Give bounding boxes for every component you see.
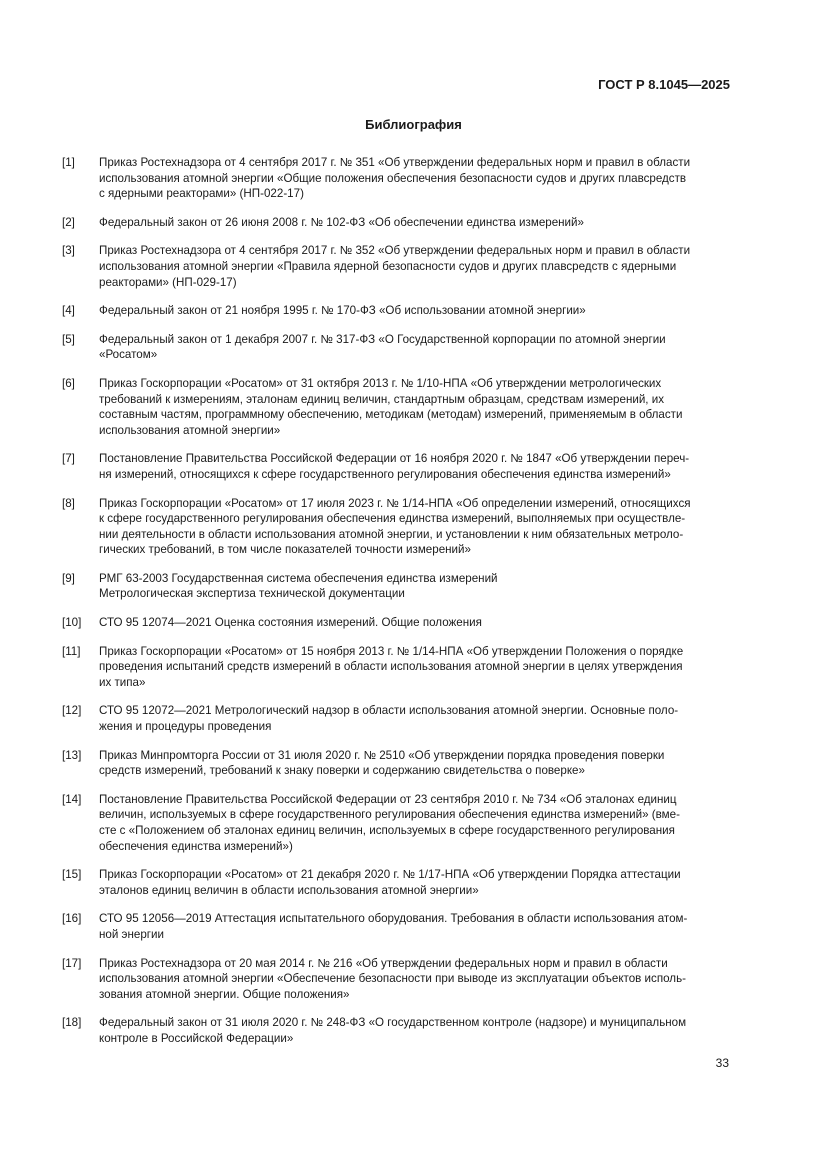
entry-text-line: их типа» — [99, 675, 146, 689]
entry-text-line: использования атомной энергии «Общие положения обеспечения безопасности судов и других плавсредств — [99, 171, 687, 185]
entry-number: [8] — [62, 496, 75, 510]
entry-number: [9] — [62, 571, 75, 585]
entry-text — [99, 792, 730, 854]
entry-text-line: Приказ Госкорпорации «Росатом» от 31 октября 2013 г. № 1/10-НПА «Об утверждении метрологических — [99, 376, 662, 390]
entry-number: [17] — [62, 956, 82, 970]
entry-text-line: ня измерений, относящихся к сфере государственного регулирования обеспечения единства измерений» — [99, 467, 671, 481]
entry-text-line: использования атомной энергии «Правила ядерной безопасности судов и других плавсредств с ядерными — [99, 259, 677, 273]
entry-text-line: использования атомной энергии» — [99, 423, 281, 437]
bibliography-entry — [62, 332, 730, 363]
entry-text-line: реакторами» (НП-029-17) — [99, 275, 237, 289]
entry-text — [99, 215, 730, 231]
bibliography-entry — [62, 644, 730, 691]
entry-text-line: эталонов единиц величин в области использования атомной энергии» — [99, 883, 479, 897]
entry-text-line: Приказ Госкорпорации «Росатом» от 21 декабря 2020 г. № 1/17-НПА «Об утверждении Порядка аттестации — [99, 868, 681, 882]
entry-text-line: требований к измерениям, эталонам единиц величин, стандартным образцам, средствам измерений, их — [99, 392, 665, 406]
entry-number: [3] — [62, 244, 75, 258]
entry-text-line: гических требований, в том числе показателей точности измерений» — [99, 543, 471, 557]
entry-text-line: Приказ Ростехнадзора от 4 сентября 2017 г. № 351 «Об утверждении федеральных норм и правил в области — [99, 156, 691, 169]
entry-text-line: Федеральный закон от 1 декабря 2007 г. № 317-ФЗ «О Государственной корпорации по атомной энергии — [99, 332, 666, 346]
bibliography-entry — [62, 303, 730, 319]
entry-text-line: Приказ Минпромторга России от 31 июля 2020 г. № 2510 «Об утверждении порядка проведения поверки — [99, 748, 665, 762]
bibliography-entry — [62, 867, 730, 898]
entry-text-line: зования атомной энергии. Общие положения» — [99, 987, 350, 1001]
bibliography-entry — [62, 911, 730, 942]
standard-id-header: ГОСТ Р 8.1045—2025 — [598, 77, 730, 92]
entry-text-line: Федеральный закон от 26 июня 2008 г. № 102-ФЗ «Об обеспечении единства измерений» — [99, 215, 584, 229]
entry-text — [99, 615, 730, 631]
entry-text — [99, 243, 730, 290]
entry-number: [12] — [62, 704, 82, 718]
entry-text-line: Приказ Ростехнадзора от 4 сентября 2017 г. № 352 «Об утверждении федеральных норм и правил в области — [99, 244, 691, 258]
entry-text — [99, 571, 730, 602]
bibliography-entry — [62, 451, 730, 482]
entry-text — [99, 748, 730, 779]
entry-text-line: жения и процедуры проведения — [99, 720, 272, 734]
entry-text — [99, 911, 730, 942]
entry-text-line: ной энергии — [99, 927, 164, 941]
entry-number: [16] — [62, 912, 82, 926]
page-number: 33 — [715, 1056, 729, 1070]
entry-number: [18] — [62, 1016, 82, 1030]
entry-text — [99, 956, 730, 1003]
entry-text — [99, 703, 730, 734]
entry-number: [1] — [62, 156, 75, 169]
bibliography-entry — [62, 571, 730, 602]
entry-text-line: Метрологическая экспертиза технической документации — [99, 587, 405, 601]
entry-text-line: «Росатом» — [99, 348, 158, 362]
bibliography-entry — [62, 703, 730, 734]
entry-text — [99, 376, 730, 438]
bibliography-list — [62, 155, 730, 1060]
entry-number: [6] — [62, 376, 75, 390]
entry-text-line: Постановление Правительства Российской Федерации от 16 ноября 2020 г. № 1847 «Об утверждении переч- — [99, 452, 690, 466]
entry-number: [4] — [62, 304, 75, 318]
entry-text-line: проведения испытаний средств измерений в области использования атомной энергии в целях утверждения — [99, 660, 683, 674]
entry-number: [5] — [62, 332, 75, 346]
entry-text — [99, 644, 730, 691]
entry-text — [99, 867, 730, 898]
bibliography-entry — [62, 748, 730, 779]
entry-number: [14] — [62, 792, 82, 806]
entry-text-line: РМГ 63-2003 Государственная система обеспечения единства измерений — [99, 571, 498, 585]
entry-text-line: сте с «Положением об эталонах единиц величин, используемых в сфере государственного регулирования — [99, 824, 675, 837]
entry-text — [99, 1015, 730, 1046]
entry-text-line: с ядерными реакторами» (НП-022-17) — [99, 187, 304, 201]
entry-text-line: средств измерений, требований к знаку поверки и содержанию свидетельства о поверке» — [99, 764, 585, 778]
entry-text — [99, 451, 730, 482]
bibliography-entry — [62, 615, 730, 631]
bibliography-entry — [62, 792, 730, 854]
entry-text — [99, 303, 730, 319]
entry-text-line: составным частям, программному обеспечению, методикам (методам) измерений, применяемым в области — [99, 408, 683, 422]
entry-number: [11] — [62, 644, 81, 658]
entry-text-line: Приказ Ростехнадзора от 20 мая 2014 г. № 216 «Об утверждении федеральных норм и правил в области — [99, 956, 668, 970]
entry-text-line: СТО 95 12072—2021 Метрологический надзор в области использования атомной энергии. Основные поло- — [99, 704, 679, 718]
entry-text-line: Федеральный закон от 31 июля 2020 г. № 248-ФЗ «О государственном контроле (надзоре) и муниципальном — [99, 1016, 687, 1030]
entry-text-line: Приказ Госкорпорации «Росатом» от 15 ноября 2013 г. № 1/14-НПА «Об утверждении Положения о порядке — [99, 644, 684, 658]
entry-text — [99, 155, 730, 202]
entry-text-line: СТО 95 12056—2019 Аттестация испытательного оборудования. Требования в области использования атом- — [99, 912, 688, 926]
entry-number: [10] — [62, 616, 82, 630]
entry-text-line: контроле в Российской Федерации» — [99, 1031, 294, 1045]
bibliography-title: Библиография — [365, 117, 462, 132]
entry-text-line: использования атомной энергии «Обеспечение безопасности при выводе из эксплуатации объектов исполь- — [99, 972, 686, 986]
entry-number: [7] — [62, 452, 75, 466]
entry-text-line: Постановление Правительства Российской Федерации от 23 сентября 2010 г. № 734 «Об эталонах единиц — [99, 792, 677, 806]
bibliography-entry — [62, 155, 730, 202]
entry-text — [99, 332, 730, 363]
entry-text — [99, 496, 730, 558]
entry-number: [2] — [62, 215, 75, 229]
entry-text-line: СТО 95 12074—2021 Оценка состояния измерений. Общие положения — [99, 616, 482, 630]
bibliography-entry — [62, 376, 730, 438]
bibliography-entry — [62, 1015, 730, 1046]
entry-text-line: нии деятельности в области использования атомной энергии, и установлении к ним обязательных метроло- — [99, 527, 684, 541]
entry-number: [13] — [62, 748, 82, 762]
bibliography-entry — [62, 243, 730, 290]
bibliography-entry — [62, 496, 730, 558]
entry-number: [15] — [62, 868, 82, 882]
entry-text-line: Приказ Госкорпорации «Росатом» от 17 июля 2023 г. № 1/14-НПА «Об определении измерений, относящихся — [99, 496, 691, 510]
entry-text-line: к сфере государственного регулирования обеспечения единства измерений, выполняемых при осуществле- — [99, 512, 686, 526]
bibliography-entry — [62, 956, 730, 1003]
entry-text-line: величин, используемых в сфере государственного регулирования обеспечения единства измерений» (вме- — [99, 808, 680, 822]
entry-text-line: обеспечения единства измерений») — [99, 839, 293, 853]
entry-text-line: Федеральный закон от 21 ноября 1995 г. № 170-ФЗ «Об использовании атомной энергии» — [99, 304, 586, 318]
bibliography-entry — [62, 215, 730, 231]
